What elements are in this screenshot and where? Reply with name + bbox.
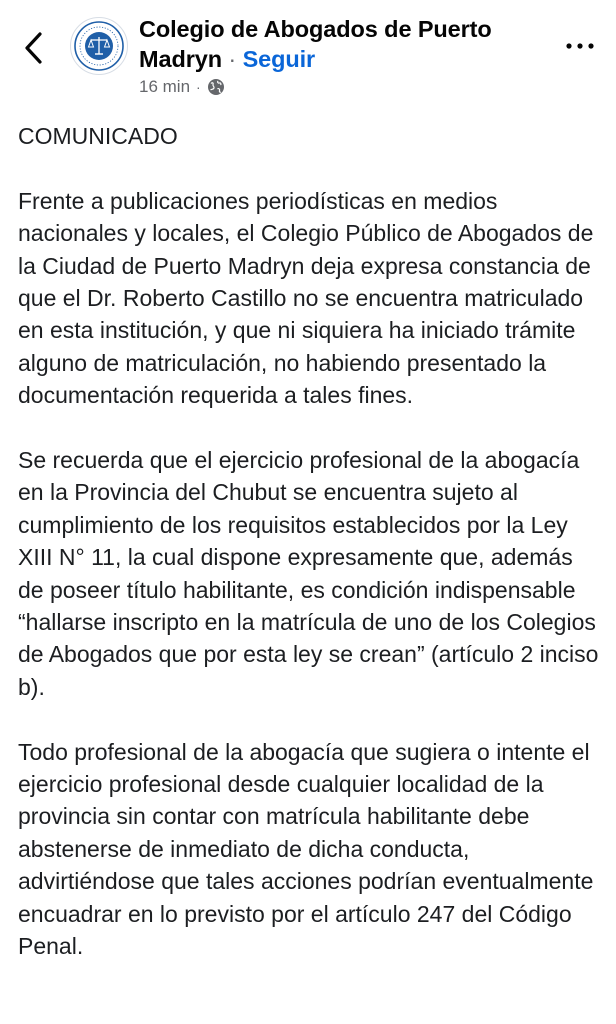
follow-separator: · [221,46,243,72]
chevron-left-icon [23,31,45,65]
more-options-button[interactable] [560,34,600,58]
back-button[interactable] [14,28,54,68]
timestamp[interactable]: 16 min [139,77,191,96]
page-title-block [139,14,539,97]
page-name[interactable] [139,14,539,74]
page-name-line2[interactable]: Madryn [139,46,222,72]
post-header [0,0,616,112]
post-paragraph-1: Frente a publicaciones periodísticas en medios nacionales y locales, el Colegio Público de Abogados de la Ciudad de Puerto Madryn deja expresa constancia de que el Dr. Roberto Castillo no se encuentra matriculado en esta institución, y que ni siquiera ha iniciado trámite alguno de matriculación, no habiendo presentado la documentación requerida a tales fines. [18,187,594,409]
page-name-line1[interactable]: Colegio de Abogados de Puerto [139,16,492,42]
post-paragraph-2: Se recuerda que el ejercicio profesional de la abogacía en la Provincia del Chubut se encuentra sujeto al cumplimiento de los requisitos establecidos por la Ley XIII N° 11, la cual dispone expresamente que, además de poseer título habilitante, es condición indispensable “hallarse inscripto en la matrícula de uno de los Colegios de Abogados que por esta ley se crean” (artículo 2 inciso b). [18,447,599,700]
post-paragraph-3: Todo profesional de la abogacía que sugiera o intente el ejercicio profesional desde cualquier localidad de la provincia sin contar con matrícula habilitante debe abstenerse de inmediato de dicha conducta, advirtiéndose que tales acciones podrían eventualmente encuadrar en lo previsto por el artículo 247 del Código Penal. [18,738,594,960]
avatar[interactable] [70,17,128,75]
scales-of-justice-logo [73,20,125,72]
globe-icon[interactable] [207,78,225,96]
post-heading: COMUNICADO [18,123,178,149]
follow-button[interactable]: Seguir [242,46,316,72]
meta-separator: · [196,79,201,95]
post-body [18,120,603,995]
more-horizontal-icon [565,42,595,50]
post-meta [139,77,539,97]
